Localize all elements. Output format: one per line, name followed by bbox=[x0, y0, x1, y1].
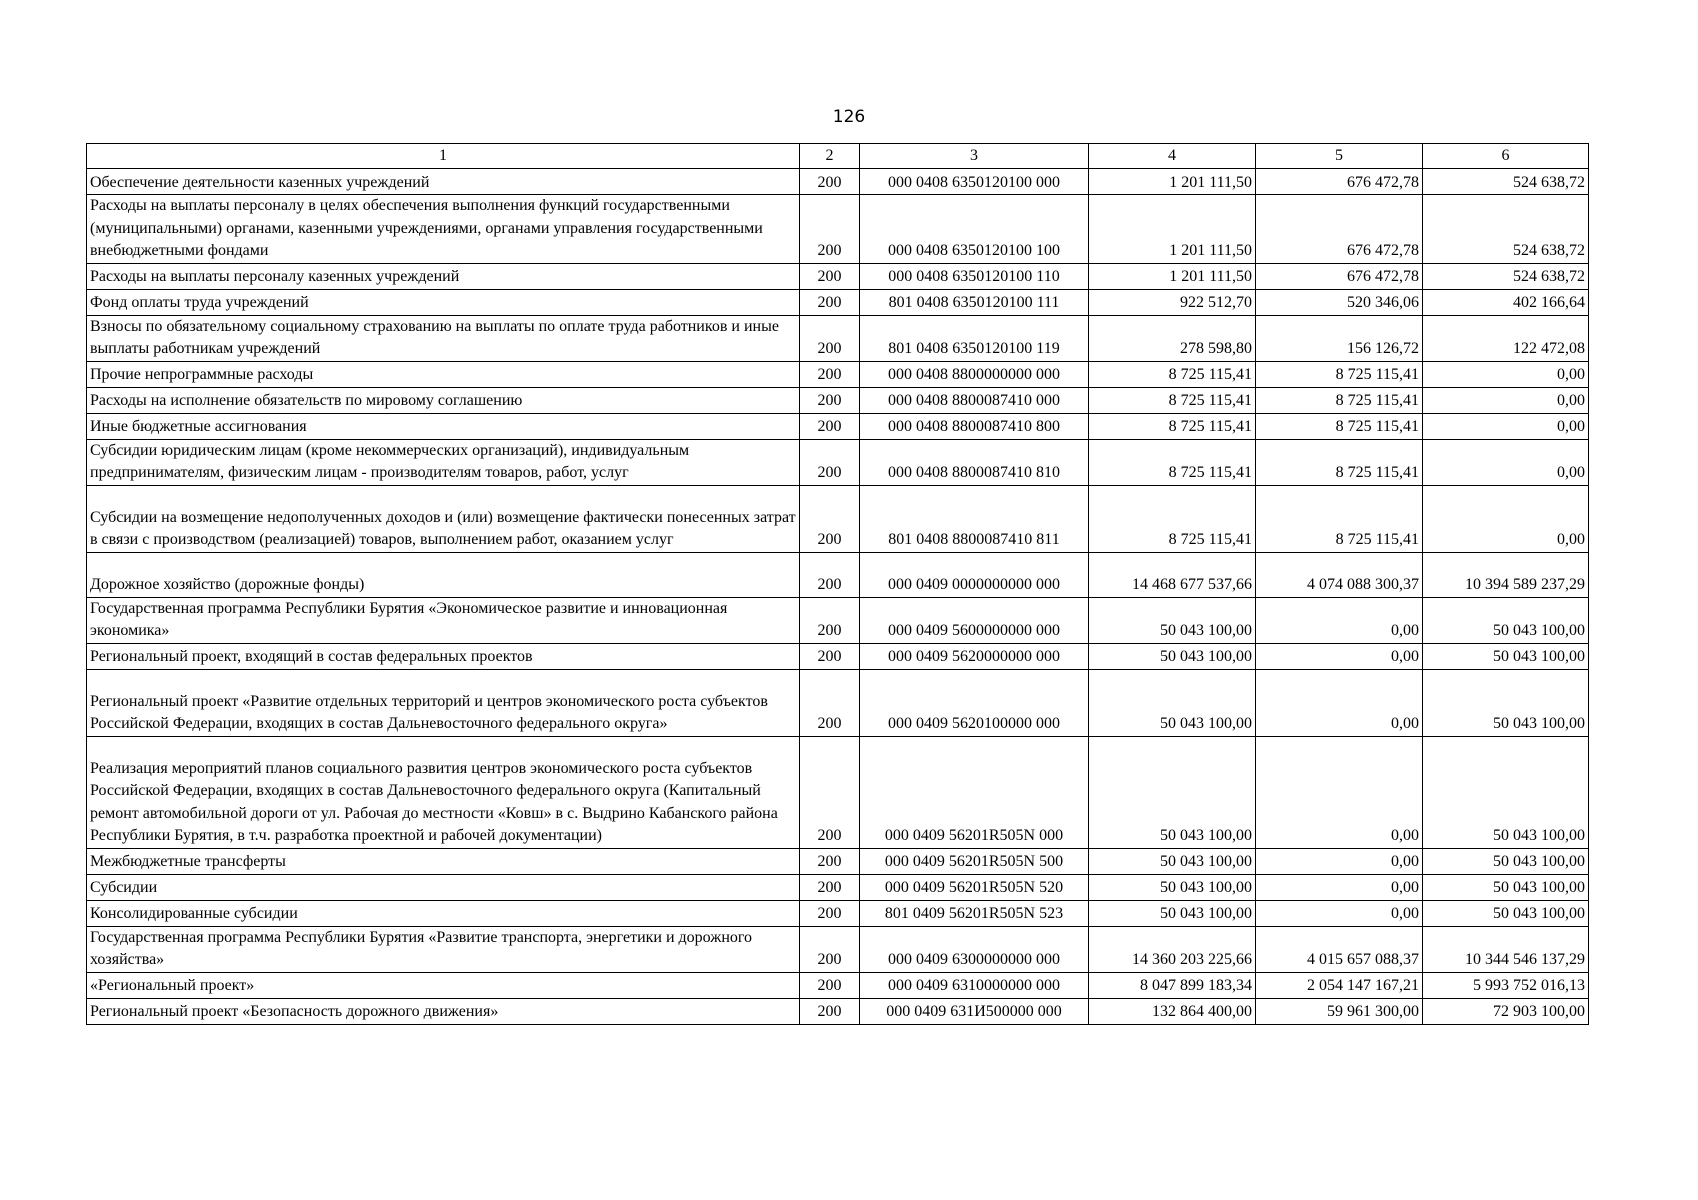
row-value6-cell: 0,00 bbox=[1423, 413, 1589, 439]
row-name-cell: Субсидии bbox=[87, 874, 800, 900]
row-value6-cell: 50 043 100,00 bbox=[1423, 874, 1589, 900]
row-kbk-cell: 801 0408 8800087410 811 bbox=[860, 485, 1089, 552]
row-value4-cell: 50 043 100,00 bbox=[1089, 643, 1256, 669]
row-value4-cell: 132 864 400,00 bbox=[1089, 998, 1256, 1024]
row-value4-cell: 50 043 100,00 bbox=[1089, 669, 1256, 736]
row-name-cell: Государственная программа Республики Бурятия «Развитие транспорта, энергетики и дорожного хозяйства» bbox=[87, 926, 800, 972]
row-value6-cell: 10 394 589 237,29 bbox=[1423, 552, 1589, 597]
row-value5-cell: 8 725 115,41 bbox=[1256, 439, 1423, 485]
row-value5-cell: 0,00 bbox=[1256, 900, 1423, 926]
row-value5-cell: 8 725 115,41 bbox=[1256, 361, 1423, 387]
table-row bbox=[87, 263, 1589, 289]
table-row bbox=[87, 736, 1589, 848]
row-code-cell: 200 bbox=[800, 643, 860, 669]
row-name-cell: Консолидированные субсидии bbox=[87, 900, 800, 926]
row-value4-cell: 1 201 111,50 bbox=[1089, 263, 1256, 289]
row-value6-cell: 122 472,08 bbox=[1423, 315, 1589, 361]
row-value4-cell: 8 725 115,41 bbox=[1089, 413, 1256, 439]
row-value6-cell: 0,00 bbox=[1423, 387, 1589, 413]
row-value5-cell: 8 725 115,41 bbox=[1256, 485, 1423, 552]
row-name-cell: Фонд оплаты труда учреждений bbox=[87, 289, 800, 315]
row-name-cell: Обеспечение деятельности казенных учреждений bbox=[87, 169, 800, 195]
row-value6-cell: 402 166,64 bbox=[1423, 289, 1589, 315]
table-row bbox=[87, 900, 1589, 926]
row-code-cell: 200 bbox=[800, 195, 860, 264]
row-name-cell: «Региональный проект» bbox=[87, 972, 800, 998]
row-kbk-cell: 000 0408 8800087410 000 bbox=[860, 387, 1089, 413]
row-name-cell: Реализация мероприятий планов социального развития центров экономического роста субъектов Российской Федерации, входящих в состав Дальневосточного федерального округа (Капитальный ремонт автомобильной дороги от ул. Рабочая до местности «Ковш» в с. Выдрино Кабанского района Республики Бурятия, в т.ч. разработка проектной и рабочей документации) bbox=[87, 736, 800, 848]
budget-table bbox=[86, 143, 1589, 1025]
row-code-cell: 200 bbox=[800, 169, 860, 195]
row-value6-cell: 10 344 546 137,29 bbox=[1423, 926, 1589, 972]
table-row bbox=[87, 289, 1589, 315]
row-value5-cell: 59 961 300,00 bbox=[1256, 998, 1423, 1024]
row-name-cell: Иные бюджетные ассигнования bbox=[87, 413, 800, 439]
row-name-cell: Субсидии юридическим лицам (кроме некоммерческих организаций), индивидуальным предпринимателям, физическим лицам - производителям товаров, работ, услуг bbox=[87, 439, 800, 485]
row-value6-cell: 50 043 100,00 bbox=[1423, 597, 1589, 643]
row-kbk-cell: 801 0408 6350120100 111 bbox=[860, 289, 1089, 315]
row-kbk-cell: 801 0409 56201R505N 523 bbox=[860, 900, 1089, 926]
row-name-cell: Межбюджетные трансферты bbox=[87, 848, 800, 874]
table-row bbox=[87, 439, 1589, 485]
row-kbk-cell: 000 0409 6310000000 000 bbox=[860, 972, 1089, 998]
row-value5-cell: 676 472,78 bbox=[1256, 169, 1423, 195]
row-name-cell: Расходы на выплаты персоналу в целях обеспечения выполнения функций государственными (муниципальными) органами, казенными учреждениями, органами управления государственными внебюджетными фондами bbox=[87, 195, 800, 264]
row-value4-cell: 8 047 899 183,34 bbox=[1089, 972, 1256, 998]
row-value5-cell: 0,00 bbox=[1256, 848, 1423, 874]
row-value4-cell: 50 043 100,00 bbox=[1089, 874, 1256, 900]
row-value4-cell: 50 043 100,00 bbox=[1089, 736, 1256, 848]
row-value6-cell: 50 043 100,00 bbox=[1423, 848, 1589, 874]
row-value6-cell: 50 043 100,00 bbox=[1423, 736, 1589, 848]
row-value4-cell: 8 725 115,41 bbox=[1089, 387, 1256, 413]
row-value5-cell: 8 725 115,41 bbox=[1256, 413, 1423, 439]
row-kbk-cell: 000 0409 5620000000 000 bbox=[860, 643, 1089, 669]
row-value4-cell: 50 043 100,00 bbox=[1089, 597, 1256, 643]
table-row bbox=[87, 315, 1589, 361]
row-code-cell: 200 bbox=[800, 900, 860, 926]
row-code-cell: 200 bbox=[800, 439, 860, 485]
row-value4-cell: 8 725 115,41 bbox=[1089, 361, 1256, 387]
row-kbk-cell: 000 0409 6300000000 000 bbox=[860, 926, 1089, 972]
row-code-cell: 200 bbox=[800, 669, 860, 736]
table-row bbox=[87, 387, 1589, 413]
row-value4-cell: 14 360 203 225,66 bbox=[1089, 926, 1256, 972]
row-name-cell: Региональный проект «Безопасность дорожного движения» bbox=[87, 998, 800, 1024]
row-value5-cell: 0,00 bbox=[1256, 874, 1423, 900]
row-kbk-cell: 000 0409 56201R505N 520 bbox=[860, 874, 1089, 900]
row-kbk-cell: 000 0408 8800087410 800 bbox=[860, 413, 1089, 439]
row-code-cell: 200 bbox=[800, 736, 860, 848]
header-row bbox=[87, 144, 1589, 169]
row-code-cell: 200 bbox=[800, 289, 860, 315]
row-value5-cell: 0,00 bbox=[1256, 597, 1423, 643]
column-header: 6 bbox=[1423, 144, 1589, 169]
table-row bbox=[87, 413, 1589, 439]
table-row bbox=[87, 485, 1589, 552]
row-kbk-cell: 000 0409 56201R505N 500 bbox=[860, 848, 1089, 874]
table-row bbox=[87, 972, 1589, 998]
row-kbk-cell: 000 0408 8800087410 810 bbox=[860, 439, 1089, 485]
row-name-cell: Взносы по обязательному социальному страхованию на выплаты по оплате труда работников и иные выплаты работникам учреждений bbox=[87, 315, 800, 361]
row-code-cell: 200 bbox=[800, 926, 860, 972]
row-kbk-cell: 000 0409 5600000000 000 bbox=[860, 597, 1089, 643]
row-value5-cell: 520 346,06 bbox=[1256, 289, 1423, 315]
row-value5-cell: 676 472,78 bbox=[1256, 263, 1423, 289]
row-value5-cell: 8 725 115,41 bbox=[1256, 387, 1423, 413]
row-name-cell: Региональный проект, входящий в состав федеральных проектов bbox=[87, 643, 800, 669]
table-row bbox=[87, 848, 1589, 874]
row-code-cell: 200 bbox=[800, 413, 860, 439]
row-code-cell: 200 bbox=[800, 387, 860, 413]
row-kbk-cell: 000 0408 6350120100 100 bbox=[860, 195, 1089, 264]
row-value4-cell: 922 512,70 bbox=[1089, 289, 1256, 315]
row-code-cell: 200 bbox=[800, 485, 860, 552]
table-row bbox=[87, 669, 1589, 736]
row-value5-cell: 0,00 bbox=[1256, 736, 1423, 848]
table-row bbox=[87, 874, 1589, 900]
row-value6-cell: 5 993 752 016,13 bbox=[1423, 972, 1589, 998]
row-value5-cell: 0,00 bbox=[1256, 643, 1423, 669]
row-kbk-cell: 000 0409 631И500000 000 bbox=[860, 998, 1089, 1024]
row-value6-cell: 524 638,72 bbox=[1423, 195, 1589, 264]
table-row bbox=[87, 195, 1589, 264]
column-header: 4 bbox=[1089, 144, 1256, 169]
row-code-cell: 200 bbox=[800, 315, 860, 361]
row-value4-cell: 50 043 100,00 bbox=[1089, 848, 1256, 874]
row-kbk-cell: 000 0409 56201R505N 000 bbox=[860, 736, 1089, 848]
row-kbk-cell: 000 0408 8800000000 000 bbox=[860, 361, 1089, 387]
row-value4-cell: 1 201 111,50 bbox=[1089, 195, 1256, 264]
row-value4-cell: 14 468 677 537,66 bbox=[1089, 552, 1256, 597]
row-value6-cell: 524 638,72 bbox=[1423, 263, 1589, 289]
row-value5-cell: 676 472,78 bbox=[1256, 195, 1423, 264]
row-name-cell: Расходы на выплаты персоналу казенных учреждений bbox=[87, 263, 800, 289]
row-value6-cell: 50 043 100,00 bbox=[1423, 669, 1589, 736]
row-value6-cell: 0,00 bbox=[1423, 485, 1589, 552]
column-header: 5 bbox=[1256, 144, 1423, 169]
row-value5-cell: 4 015 657 088,37 bbox=[1256, 926, 1423, 972]
row-kbk-cell: 000 0409 5620100000 000 bbox=[860, 669, 1089, 736]
column-header: 3 bbox=[860, 144, 1089, 169]
row-kbk-cell: 801 0408 6350120100 119 bbox=[860, 315, 1089, 361]
table-row bbox=[87, 998, 1589, 1024]
row-value4-cell: 278 598,80 bbox=[1089, 315, 1256, 361]
row-name-cell: Субсидии на возмещение недополученных доходов и (или) возмещение фактически понесенных затрат в связи с производством (реализацией) товаров, выполнением работ, оказанием услуг bbox=[87, 485, 800, 552]
row-code-cell: 200 bbox=[800, 874, 860, 900]
row-value5-cell: 4 074 088 300,37 bbox=[1256, 552, 1423, 597]
row-kbk-cell: 000 0408 6350120100 110 bbox=[860, 263, 1089, 289]
row-value6-cell: 50 043 100,00 bbox=[1423, 900, 1589, 926]
row-code-cell: 200 bbox=[800, 998, 860, 1024]
table-row bbox=[87, 361, 1589, 387]
table-row bbox=[87, 926, 1589, 972]
row-value6-cell: 72 903 100,00 bbox=[1423, 998, 1589, 1024]
row-name-cell: Региональный проект «Развитие отдельных территорий и центров экономического роста субъектов Российской Федерации, входящих в состав Дальневосточного федерального округа» bbox=[87, 669, 800, 736]
table-row bbox=[87, 597, 1589, 643]
row-value6-cell: 0,00 bbox=[1423, 361, 1589, 387]
row-value5-cell: 156 126,72 bbox=[1256, 315, 1423, 361]
row-value6-cell: 0,00 bbox=[1423, 439, 1589, 485]
row-name-cell: Расходы на исполнение обязательств по мировому соглашению bbox=[87, 387, 800, 413]
row-kbk-cell: 000 0408 6350120100 000 bbox=[860, 169, 1089, 195]
column-header: 1 bbox=[87, 144, 800, 169]
row-code-cell: 200 bbox=[800, 361, 860, 387]
column-header: 2 bbox=[800, 144, 860, 169]
row-value4-cell: 1 201 111,50 bbox=[1089, 169, 1256, 195]
page-number: 126 bbox=[832, 107, 866, 127]
row-value4-cell: 8 725 115,41 bbox=[1089, 439, 1256, 485]
row-name-cell: Прочие непрограммные расходы bbox=[87, 361, 800, 387]
row-name-cell: Дорожное хозяйство (дорожные фонды) bbox=[87, 552, 800, 597]
table-row bbox=[87, 169, 1589, 195]
row-name-cell: Государственная программа Республики Бурятия «Экономическое развитие и инновационная экономика» bbox=[87, 597, 800, 643]
row-value6-cell: 524 638,72 bbox=[1423, 169, 1589, 195]
row-code-cell: 200 bbox=[800, 597, 860, 643]
row-kbk-cell: 000 0409 0000000000 000 bbox=[860, 552, 1089, 597]
row-code-cell: 200 bbox=[800, 848, 860, 874]
table-row bbox=[87, 552, 1589, 597]
table-row bbox=[87, 643, 1589, 669]
row-code-cell: 200 bbox=[800, 263, 860, 289]
row-code-cell: 200 bbox=[800, 972, 860, 998]
row-value4-cell: 50 043 100,00 bbox=[1089, 900, 1256, 926]
row-value4-cell: 8 725 115,41 bbox=[1089, 485, 1256, 552]
row-value5-cell: 2 054 147 167,21 bbox=[1256, 972, 1423, 998]
row-value5-cell: 0,00 bbox=[1256, 669, 1423, 736]
row-code-cell: 200 bbox=[800, 552, 860, 597]
row-value6-cell: 50 043 100,00 bbox=[1423, 643, 1589, 669]
